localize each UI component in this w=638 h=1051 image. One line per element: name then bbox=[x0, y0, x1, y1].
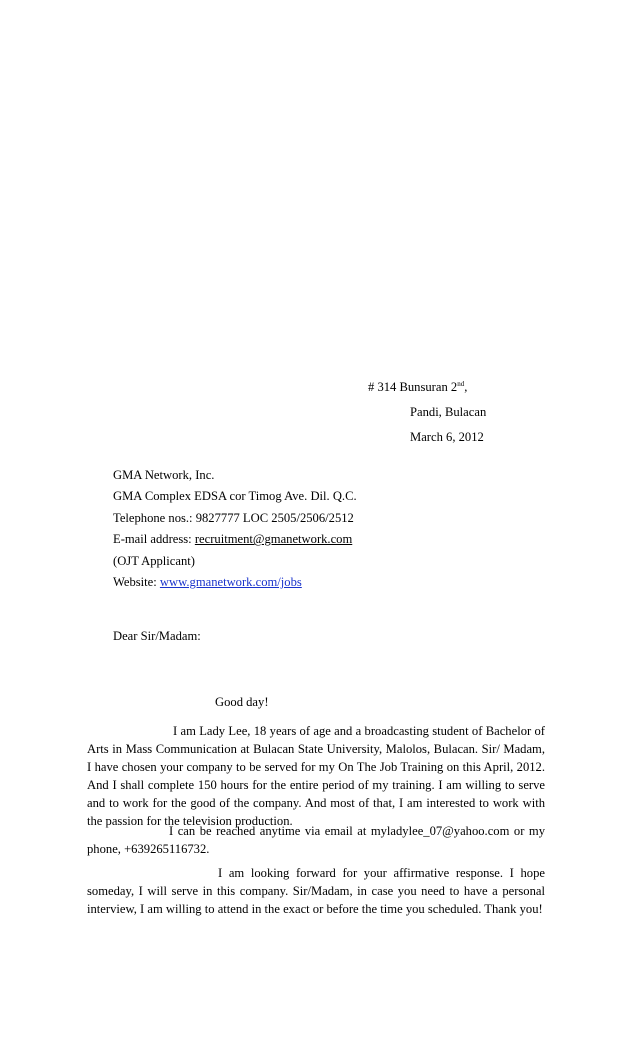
email-link[interactable]: recruitment@gmanetwork.com bbox=[194, 532, 353, 547]
email-label: E-mail address: bbox=[113, 532, 195, 547]
recipient-email-row bbox=[113, 529, 357, 550]
greeting: Good day! bbox=[215, 695, 269, 709]
recipient-company: GMA Network, Inc. bbox=[113, 468, 215, 482]
body-paragraph-intro: I am Lady Lee, 18 years of age and a broadcasting student of Bachelor of Arts in Mass Communication at Bulacan State University, Malolos, Bulacan. Sir/ Madam, I have chosen your company to be served for my On The Job Training on this April, 2012. And I shall complete 150 hours for the entire period of my training. I am willing to serve and to work for the good of the company. And most of that, I am interested to work with the passion for the television production. bbox=[87, 724, 545, 828]
sender-city: Pandi, Bulacan bbox=[410, 405, 487, 419]
recipient-phone: Telephone nos.: 9827777 LOC 2505/2506/2512 bbox=[113, 510, 354, 525]
body-paragraph-contact: I can be reached anytime via email at myladylee_07@yahoo.com or my phone, +639265116732. bbox=[87, 824, 545, 856]
letter-date: March 6, 2012 bbox=[410, 430, 484, 444]
ordinal-suffix: nd bbox=[457, 379, 465, 388]
body-paragraph-closing: I am looking forward for your affirmative response. I hope someday, I will serve in this company. Sir/Madam, in case you need to have a personal interview, I am willing to attend in the exact or before the time you scheduled. Thank you! bbox=[87, 866, 545, 916]
recipient-website-row bbox=[113, 572, 357, 593]
recipient-block bbox=[113, 465, 357, 593]
website-label: Website: bbox=[113, 575, 160, 590]
recipient-note: (OJT Applicant) bbox=[113, 553, 195, 568]
sender-address: # 314 Bunsuran 2nd, bbox=[368, 379, 468, 394]
recipient-address: GMA Complex EDSA cor Timog Ave. Dil. Q.C. bbox=[113, 489, 357, 504]
sender-block bbox=[368, 379, 486, 445]
salutation: Dear Sir/Madam: bbox=[113, 629, 201, 643]
website-link[interactable]: www.gmanetwork.com/jobs bbox=[159, 575, 302, 590]
